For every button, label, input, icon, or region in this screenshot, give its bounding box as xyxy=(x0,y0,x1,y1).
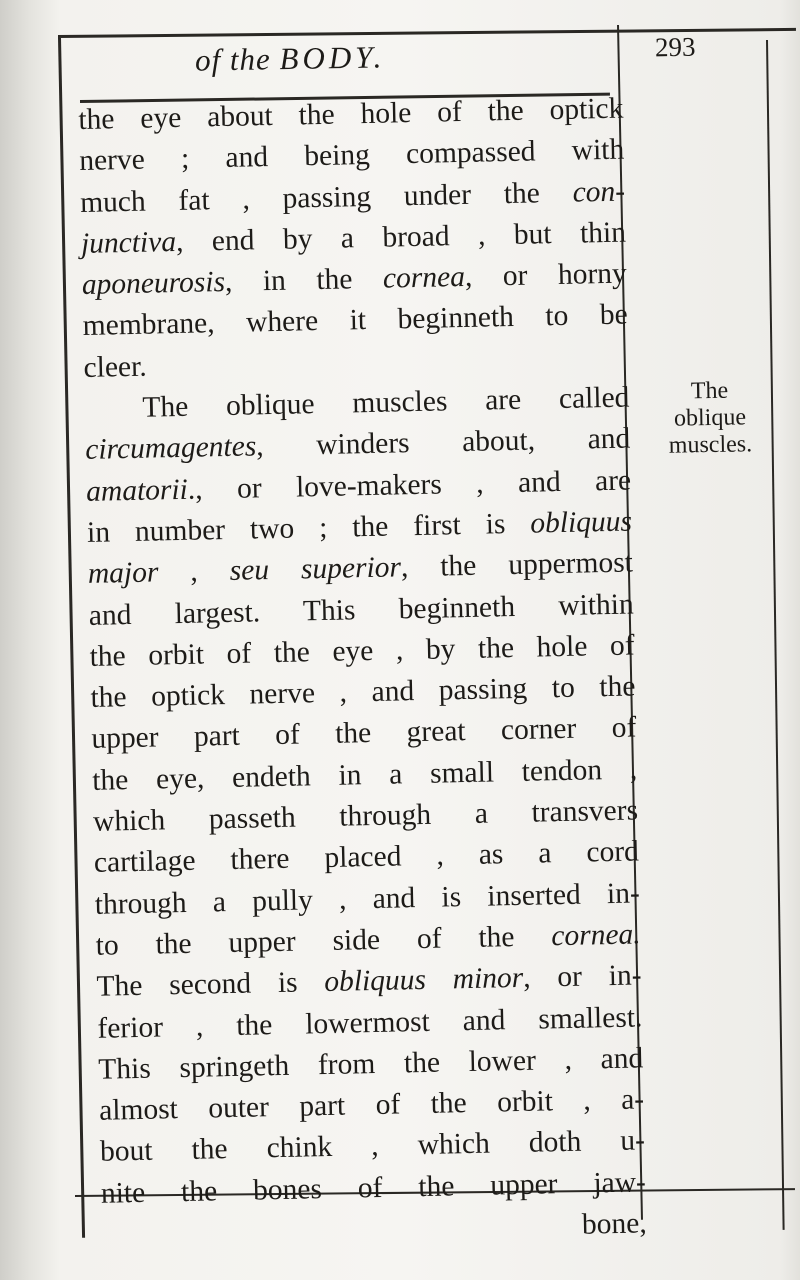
text-line: major , seu superior, the uppermost xyxy=(87,546,634,591)
text-line: the optick nerve , and passing to the xyxy=(90,670,636,715)
text-line: bout the chink , which doth u- xyxy=(99,1124,646,1169)
text-line: nerve ; and being compassed with xyxy=(78,133,625,178)
page-number: 293 xyxy=(654,31,696,63)
text-line: nite the bones of the upper jaw- xyxy=(100,1166,647,1210)
text-line: bone, xyxy=(581,1207,647,1241)
text-line: which passeth through a transvers xyxy=(92,794,639,838)
text-line: cartilage there placed , as a cord xyxy=(93,835,640,880)
running-head-caps: BODY. xyxy=(279,39,386,77)
text-line: almost outer part of the orbit , a- xyxy=(98,1083,645,1127)
text-line: in number two ; the first is obliquus xyxy=(86,505,633,549)
text-line: The oblique muscles are called xyxy=(142,381,630,424)
text-line: much fat , passing under the con- xyxy=(79,175,626,219)
margin-note-line: muscles. xyxy=(668,431,753,459)
body-text xyxy=(78,89,647,1256)
text-line: the orbit of the eye , by the hole of xyxy=(89,629,635,673)
text-line: circumagentes, winders about, and xyxy=(85,422,631,467)
margin-note-line: oblique xyxy=(673,404,747,432)
margin-note xyxy=(649,377,770,460)
text-line: ferior , the lowermost and smallest. xyxy=(97,1000,643,1045)
running-head xyxy=(195,37,496,78)
text-line: upper part of the great corner of xyxy=(91,711,637,756)
text-line: membrane, where it beginneth to be xyxy=(82,299,628,343)
text-line: This springeth from the lower , and xyxy=(97,1042,644,1086)
text-line: aponeurosis, in the cornea, or horny xyxy=(81,257,628,302)
text-line: through a pully , and is inserted in- xyxy=(94,877,641,921)
text-line: the eye about the hole of the optick xyxy=(78,92,624,136)
text-line: The second is obliquus minor, or in- xyxy=(96,959,642,1004)
text-line: to the upper side of the cornea. xyxy=(95,918,641,962)
text-line: junctiva, end by a broad , but thin xyxy=(80,216,627,260)
right-border-rule xyxy=(766,40,785,1230)
text-line: cleer. xyxy=(83,350,147,384)
text-line: amatorii., or love-makers , and are xyxy=(85,464,632,508)
text-line: and largest. This beginneth within xyxy=(88,588,635,632)
running-head-prefix: of the xyxy=(194,41,272,78)
text-line: the eye, endeth in a small tendon , xyxy=(91,753,638,797)
margin-note-line: The xyxy=(690,377,729,405)
